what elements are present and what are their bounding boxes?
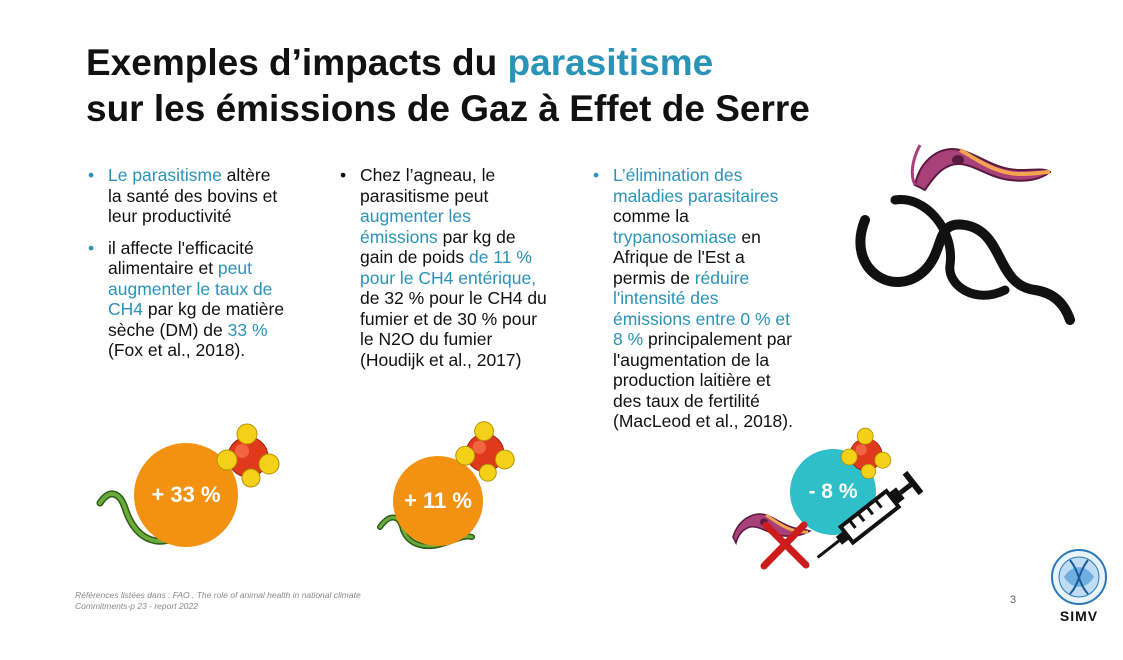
badge-plus-11: + 11 % bbox=[393, 456, 483, 546]
cross-icon bbox=[758, 520, 813, 570]
list-item: • Le parasitisme altère la santé des bovins et leur productivité bbox=[88, 165, 278, 226]
badge-minus-8: - 8 % bbox=[790, 449, 876, 535]
methane-molecule-icon bbox=[452, 418, 518, 484]
syringe-icon bbox=[815, 470, 930, 560]
worm-icon bbox=[855, 190, 1080, 325]
list-item: • Chez l’agneau, le parasitisme peut augmenter les émissions par kg de gain de poids de 11 % pour le CH4 entérique, de 32 % pour le CH4 du fumier et de 30 % pour le N2O du fumier (Houdijk et al., 2017) bbox=[340, 165, 547, 370]
list-item: • il affecte l'efficacité alimentaire et peut augmenter le taux de CH4 par kg de matière sèche (DM) de 33 % (Fox et al., 2018). bbox=[88, 237, 285, 360]
title-line-1: Exemples d’impacts du parasitisme bbox=[86, 42, 714, 83]
column-cattle bbox=[88, 165, 288, 372]
bullet: • bbox=[88, 165, 95, 185]
slide-title bbox=[86, 40, 810, 132]
list-item: • L’élimination des maladies parasitaires comme la trypanosomiase en Afrique de l'Est a permis de réduire l'intensité des émissions entre 0 % et 8 % principalement par l'augmentation de la production laitière et des taux de fertilité (MacLeod et al., 2018). bbox=[593, 165, 793, 431]
bullet: • bbox=[593, 165, 600, 185]
column-lamb bbox=[340, 165, 550, 381]
title-line-2: sur les émissions de Gaz à Effet de Serre bbox=[86, 88, 810, 129]
bullet: • bbox=[88, 237, 95, 258]
logo-emblem-icon bbox=[1050, 548, 1108, 606]
simv-logo bbox=[1048, 548, 1110, 622]
column-trypanosomiasis bbox=[593, 165, 798, 443]
references-footer: Références listées dans : FAO , The role of animal health in national climate Commitments-p 23 - report 2022 bbox=[75, 590, 361, 611]
page-number: 3 bbox=[1010, 594, 1017, 606]
methane-molecule-icon bbox=[213, 420, 283, 490]
title-highlight: parasitisme bbox=[507, 42, 714, 83]
badge-plus-33: + 33 % bbox=[134, 443, 238, 547]
logo-text: SIMV bbox=[1059, 608, 1099, 624]
bullet: • bbox=[340, 165, 347, 185]
